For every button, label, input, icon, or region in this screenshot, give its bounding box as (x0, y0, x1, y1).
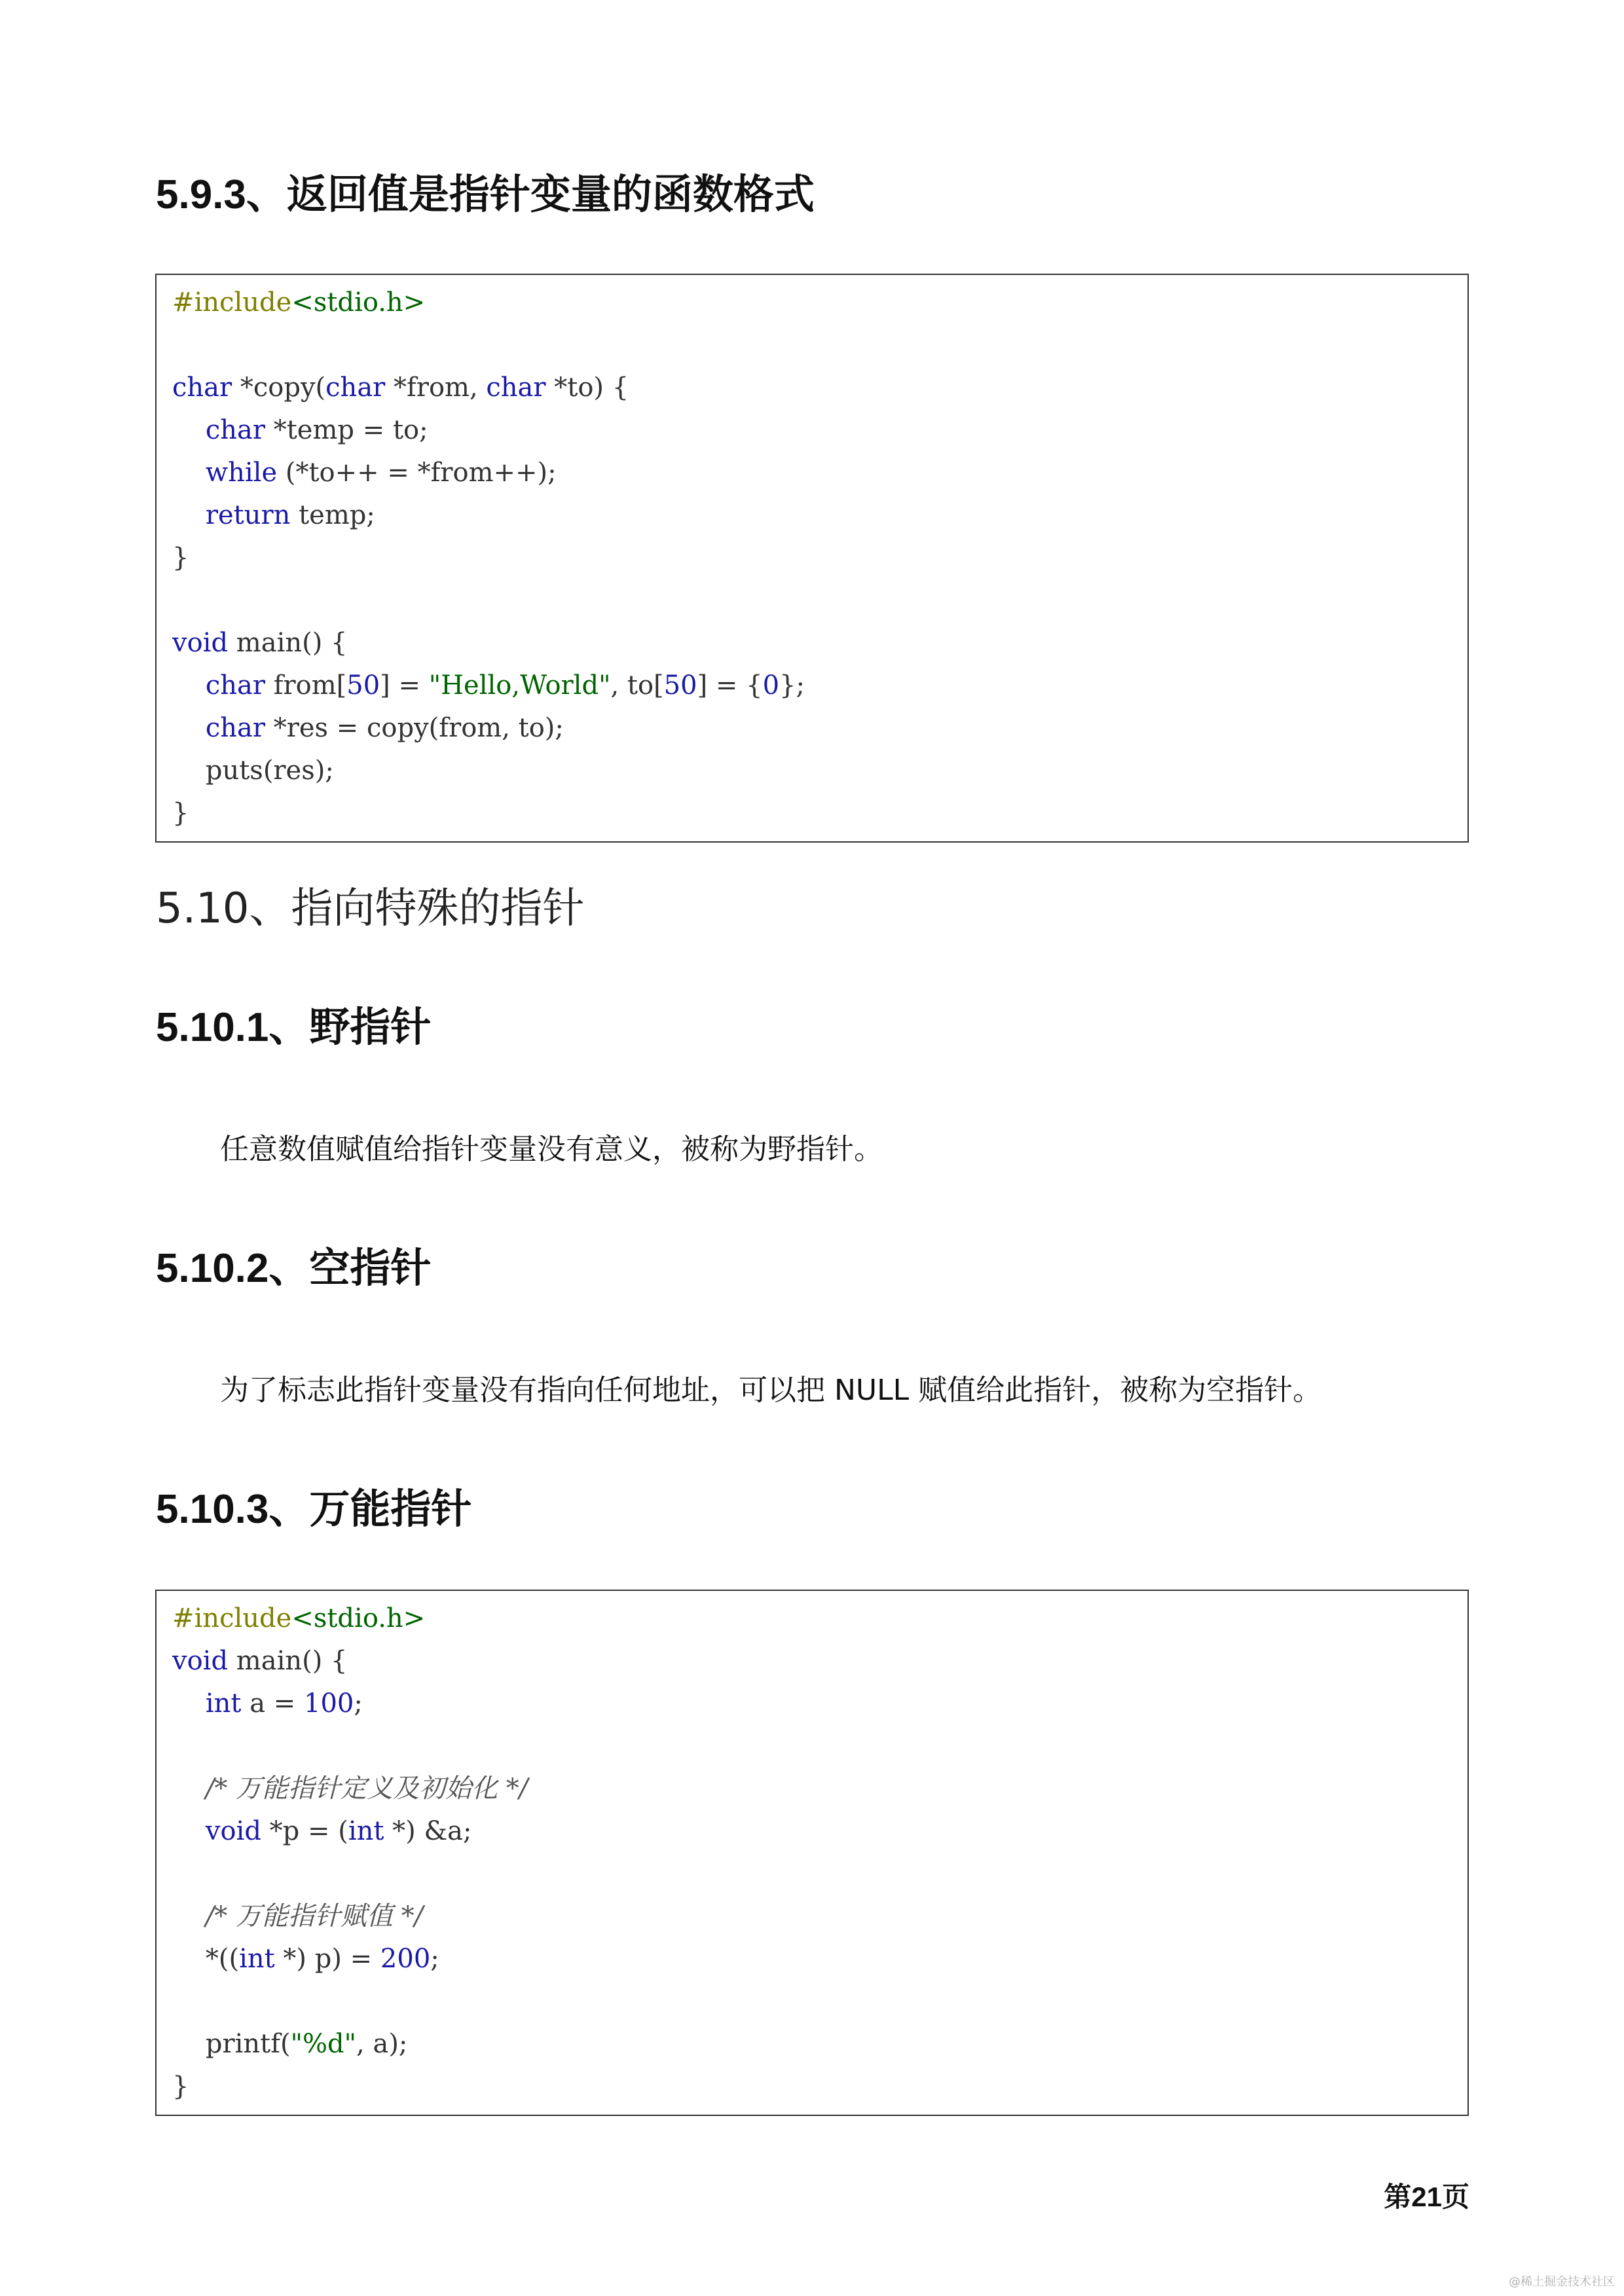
code-text: *copy( (232, 373, 326, 403)
code-line (172, 1895, 1452, 1938)
code-indent (172, 670, 206, 701)
code-text: printf( (205, 2029, 291, 2059)
page-number: 第21页 (1384, 2181, 1469, 2212)
code-line (172, 1640, 1452, 1683)
code-blank-line (172, 1853, 1452, 1895)
code-keyword: void (172, 1646, 229, 1676)
paragraph-null-pointer: 为了标志此指针变量没有指向任何地址，可以把 NULL 赋值给此指针，被称为空指针。 (220, 1374, 1322, 1407)
code-text: } (172, 543, 189, 573)
code-indent (172, 756, 206, 786)
code-preprocessor: #include (172, 1603, 292, 1633)
code-keyword: while (205, 458, 278, 488)
code-number: 50 (346, 670, 380, 701)
code-text: *) p) = (274, 1944, 380, 1974)
code-text: main() { (228, 1646, 348, 1676)
code-include-file: <stdio.h> (291, 287, 426, 318)
code-text: *from, (385, 373, 487, 403)
code-text: } (172, 2071, 189, 2102)
code-number: 50 (663, 670, 697, 701)
code-text: ] = (380, 670, 429, 701)
code-line (172, 707, 1452, 750)
code-number: 200 (380, 1944, 431, 1974)
paragraph-wild-pointer: 任意数值赋值给指针变量没有意义，被称为野指针。 (220, 1133, 883, 1166)
code-line (172, 282, 1452, 324)
code-keyword: void (205, 1816, 261, 1846)
heading-5-9-3: 5.9.3、返回值是指针变量的函数格式 (156, 172, 815, 217)
code-number: 0 (762, 670, 780, 701)
code-text: *res = copy(from, to); (265, 713, 564, 743)
code-text: , to[ (610, 670, 664, 701)
heading-5-10-3: 5.10.3、万能指针 (156, 1487, 472, 1532)
code-line (172, 2023, 1452, 2066)
code-line (172, 665, 1452, 707)
code-line (172, 1768, 1452, 1810)
code-keyword: return (205, 500, 291, 530)
code-keyword: int (239, 1944, 275, 1974)
heading-5-10-2: 5.10.2、空指针 (156, 1246, 432, 1291)
code-text: puts(res); (205, 756, 334, 786)
code-comment: /* 万能指针定义及初始化 */ (205, 1774, 528, 1804)
code-line (172, 409, 1452, 452)
code-line (172, 1938, 1452, 1980)
code-string: "Hello,World" (428, 670, 611, 701)
code-keyword: void (172, 628, 229, 658)
code-indent (172, 1688, 206, 1719)
code-keyword: int (348, 1816, 384, 1846)
code-blank-line (172, 1725, 1452, 1768)
code-block-copy (155, 274, 1469, 843)
code-include-file: <stdio.h> (291, 1603, 426, 1633)
code-indent (172, 415, 206, 445)
code-line (172, 1810, 1452, 1853)
code-keyword: char (205, 713, 265, 743)
heading-5-10-1: 5.10.1、野指针 (156, 1005, 432, 1050)
code-indent (172, 2029, 206, 2059)
code-text: (*to++ = *from++); (277, 458, 557, 488)
code-keyword: char (205, 415, 265, 445)
code-line (172, 1683, 1452, 1725)
code-text: a = (241, 1688, 304, 1719)
code-text: ; (354, 1688, 363, 1719)
code-block-void-pointer (155, 1590, 1469, 2116)
code-line (172, 750, 1452, 792)
code-indent (172, 1774, 206, 1804)
code-indent (172, 500, 206, 530)
code-line (172, 792, 1452, 835)
code-text: from[ (265, 670, 347, 701)
heading-5-10: 5.10、指向特殊的指针 (156, 884, 585, 933)
code-text: *temp = to; (265, 415, 428, 445)
code-line (172, 494, 1452, 537)
code-comment: /* 万能指针赋值 */ (205, 1901, 424, 1931)
code-line (172, 367, 1452, 409)
code-indent (172, 458, 206, 488)
code-text: *p = ( (261, 1816, 348, 1846)
code-keyword: char (486, 373, 546, 403)
code-preprocessor: #include (172, 287, 292, 318)
code-text: } (172, 798, 189, 828)
code-blank-line (172, 1980, 1452, 2023)
code-indent (172, 1944, 206, 1974)
code-keyword: char (205, 670, 265, 701)
code-indent (172, 1816, 206, 1846)
code-text: main() { (228, 628, 348, 658)
code-text: ] = { (697, 670, 763, 701)
code-text: *(( (205, 1944, 240, 1974)
code-text: }; (779, 670, 805, 701)
code-number: 100 (304, 1688, 354, 1719)
code-line (172, 452, 1452, 494)
code-keyword: int (205, 1688, 242, 1719)
code-text: , a); (356, 2029, 408, 2059)
code-blank-line (172, 324, 1452, 367)
code-indent (172, 1901, 206, 1931)
code-text: *) &a; (384, 1816, 472, 1846)
code-blank-line (172, 579, 1452, 622)
code-line (172, 1597, 1452, 1640)
code-line (172, 622, 1452, 665)
code-text: *to) { (545, 373, 629, 403)
code-indent (172, 713, 206, 743)
code-keyword: char (325, 373, 386, 403)
code-text: temp; (290, 500, 375, 530)
code-text: ; (430, 1944, 439, 1974)
code-line (172, 2066, 1452, 2108)
watermark: @稀土掘金技术社区 (1509, 2275, 1615, 2289)
code-keyword: char (172, 373, 232, 403)
code-line (172, 537, 1452, 579)
code-string: "%d" (290, 2029, 357, 2059)
